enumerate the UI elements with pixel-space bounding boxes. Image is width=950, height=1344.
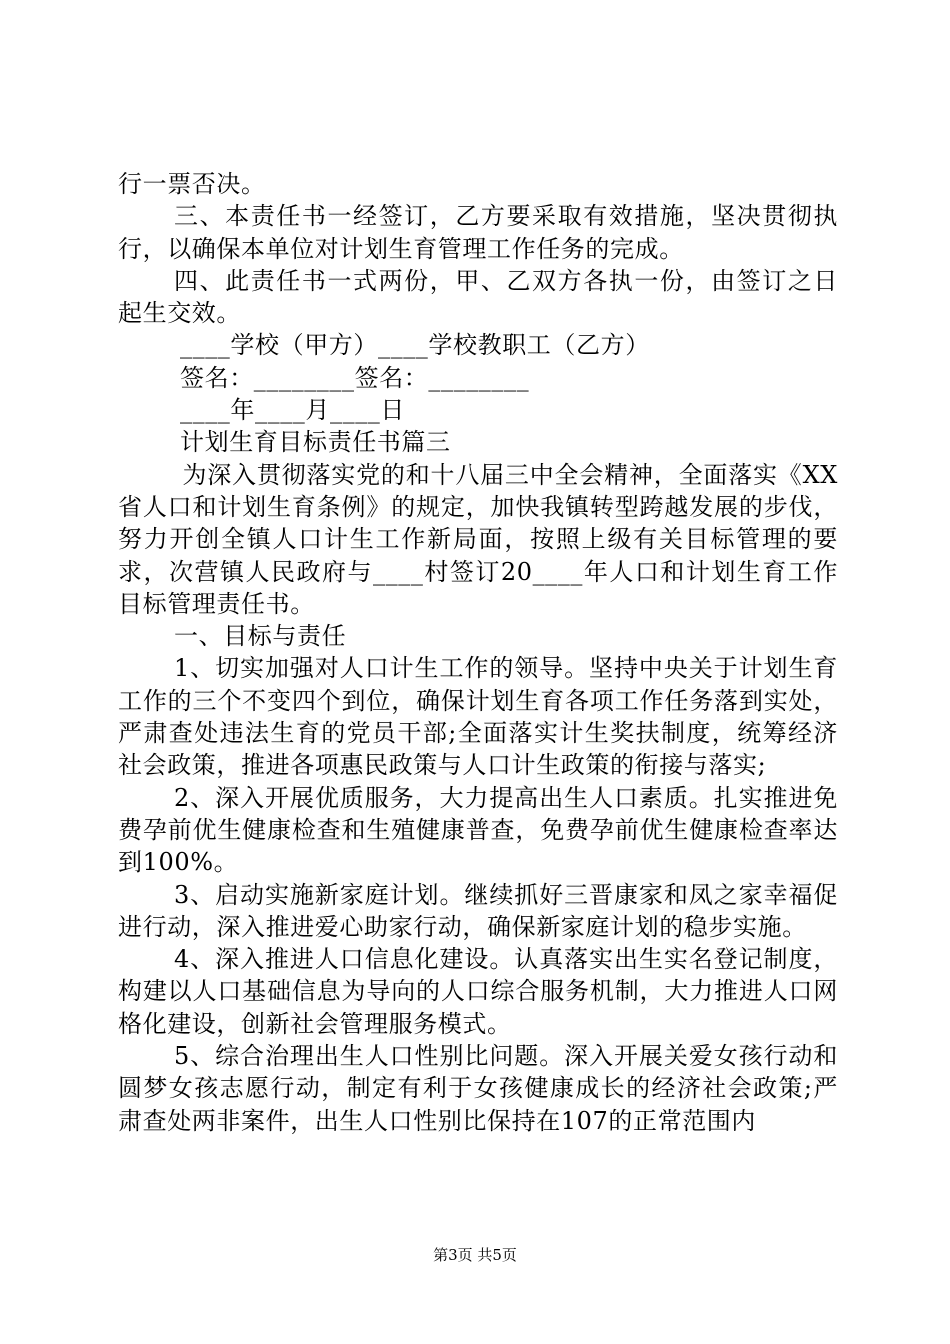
signature-date: ____年____月____日 [180, 396, 405, 425]
paragraph-item-4: 4、深入推进人口信息化建设。认真落实出生实名登记制度，构建以人口基础信息为导向的人口综合服务机制，大力推进人口网格化建设，创新社会管理服务模式。 [118, 945, 838, 1038]
paragraph-item-2: 2、深入开展优质服务，大力提高出生人口素质。扎实推进免费孕前优生健康检查和生殖健康普查，免费孕前优生健康检查率达到100%。 [118, 783, 838, 877]
document-body [118, 168, 838, 1137]
section-title: 计划生育目标责任书篇三 [180, 428, 451, 457]
paragraph-continuation: 行一票否决。 [118, 170, 266, 198]
signature-names: 签名：________签名：________ [180, 363, 530, 392]
paragraph-item-3: 3、启动实施新家庭计划。继续抓好三晋康家和凤之家幸福促进行动，深入推进爱心助家行动，确保新家庭计划的稳步实施。 [118, 880, 838, 941]
signature-parties: ____学校（甲方）____学校教职工（乙方） [180, 331, 650, 360]
paragraph-clause-4: 四、此责任书一式两份，甲、乙双方各执一份，由签订之日起生交效。 [118, 266, 838, 328]
heading-goals: 一、目标与责任 [174, 622, 347, 651]
paragraph-clause-3: 三、本责任书一经签订，乙方要采取有效措施，坚决贯彻执行，以确保本单位对计划生育管理工作任务的完成。 [118, 202, 838, 263]
paragraph-item-1: 1、切实加强对人口计生工作的领导。坚持中央关于计划生育工作的三个不变四个到位，确保计划生育各项工作任务落到实处，严肃查处违法生育的党员干部;全面落实计生奖扶制度，统筹经济社会政策，推进各项惠民政策与人口计生政策的衔接与落实; [118, 654, 838, 780]
paragraph-item-5: 5、综合治理出生人口性别比问题。深入开展关爱女孩行动和圆梦女孩志愿行动，制定有利于女孩健康成长的经济社会政策;严肃查处两非案件，出生人口性别比保持在107的正常范围内 [118, 1042, 838, 1135]
paragraph-intro: 为深入贯彻落实党的和十八届三中全会精神，全面落实《XX省人口和计划生育条例》的规定，加快我镇转型跨越发展的步伐，努力开创全镇人口计生工作新局面，按照上级有关目标管理的要求，次营镇人民政府与____村签订20____年人口和计划生育工作目标管理责任书。 [118, 460, 838, 618]
page-number-footer: 第3页 共5页 [433, 1246, 517, 1264]
